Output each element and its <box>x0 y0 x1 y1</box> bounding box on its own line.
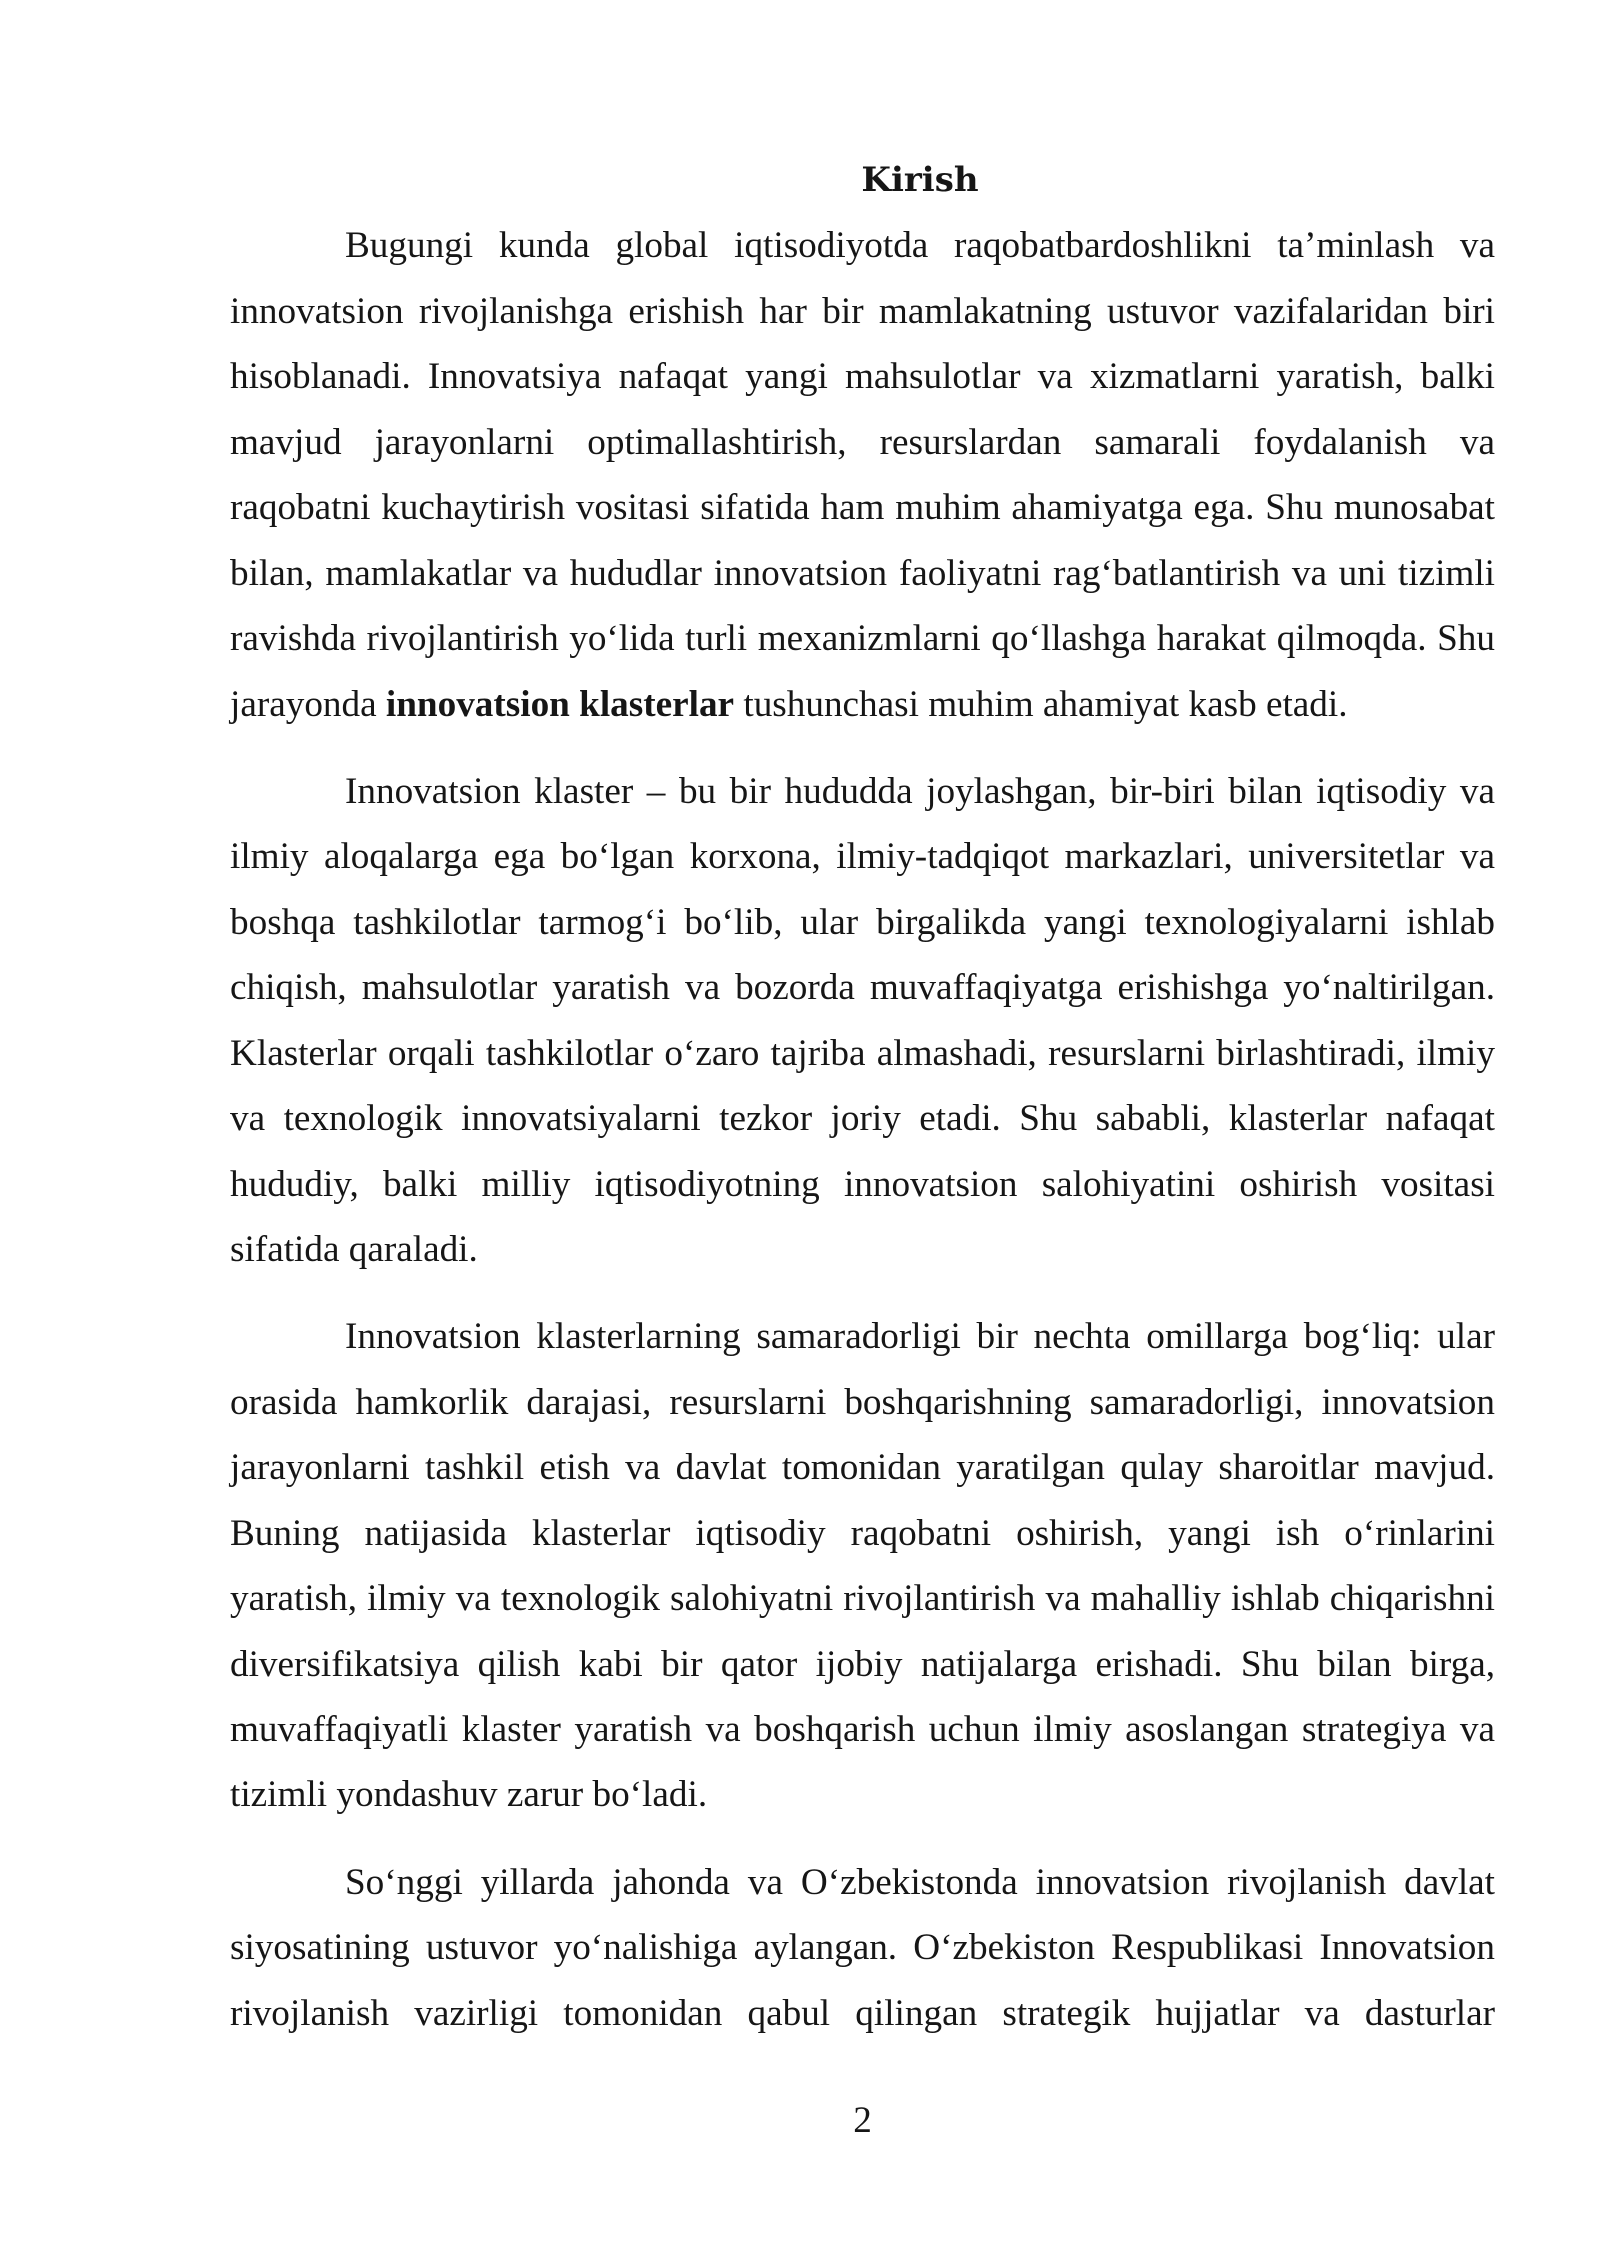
paragraph-2 <box>230 759 1495 1283</box>
page-number: 2 <box>853 2100 872 2141</box>
text-line: hududiy, balki milliy iqtisodiyotning innovatsion salohiyatini oshirish vositasi <box>230 1163 1495 1205</box>
text-line: Bugungi kunda global iqtisodiyotda raqobatbardoshlikni ta’minlash va <box>345 225 1495 267</box>
text-line: chiqish, mahsulotlar yaratish va bozorda muvaffaqiyatga erishishga yo‘naltirilgan. <box>230 967 1495 1009</box>
text-line: sifatida qaraladi. <box>230 1229 478 1271</box>
paragraph-1 <box>230 213 1495 737</box>
text-line: hisoblanadi. Innovatsiya nafaqat yangi mahsulotlar va xizmatlarni yaratish, balki <box>230 356 1495 398</box>
text-line: Innovatsion klaster – bu bir hududda joylashgan, bir-biri bilan iqtisodiy va <box>345 770 1495 812</box>
text-line: va texnologik innovatsiyalarni tezkor joriy etadi. Shu sababli, klasterlar nafaqat <box>230 1098 1495 1140</box>
section-heading: Kirish <box>861 160 979 200</box>
paragraph-4 <box>230 1850 1495 2046</box>
text-line: diversifikatsiya qilish kabi bir qator ijobiy natijalarga erishadi. Shu bilan birga, <box>230 1643 1495 1685</box>
text-line: innovatsion rivojlanishga erishish har bir mamlakatning ustuvor vazifalaridan biri <box>230 290 1495 332</box>
text-segment: jarayonda <box>230 683 386 725</box>
text-line: tizimli yondashuv zarur bo‘ladi. <box>230 1774 708 1816</box>
text-line: Buning natijasida klasterlar iqtisodiy raqobatni oshirish, yangi ish o‘rinlarini <box>230 1512 1495 1554</box>
text-line <box>230 672 1495 737</box>
text-line: raqobatni kuchaytirish vositasi sifatida ham muhim ahamiyatga ega. Shu munosabat <box>230 487 1495 529</box>
text-line: ravishda rivojlantirish yo‘lida turli mexanizmlarni qo‘llashga harakat qilmoqda. Shu <box>230 618 1495 660</box>
text-line: ilmiy aloqalarga ega bo‘lgan korxona, ilmiy-tadqiqot markazlari, universitetlar va <box>230 836 1495 878</box>
text-line: boshqa tashkilotlar tarmog‘i bo‘lib, ular birgalikda yangi texnologiyalarni ishlab <box>230 901 1495 943</box>
text-line: Innovatsion klasterlarning samaradorligi bir nechta omillarga bog‘liq: ular <box>345 1316 1495 1358</box>
text-line: mavjud jarayonlarni optimallashtirish, resurslardan samarali foydalanish va <box>230 421 1495 463</box>
text-line: jarayonlarni tashkil etish va davlat tomonidan yaratilgan qulay sharoitlar mavjud. <box>230 1447 1495 1489</box>
text-body <box>230 148 1495 2046</box>
emphasized-term: innovatsion klasterlar <box>385 683 735 725</box>
text-line: rivojlanish vazirligi tomonidan qabul qilingan strategik hujjatlar va dasturlar <box>230 1992 1495 2034</box>
text-line: siyosatining ustuvor yo‘nalishiga aylangan. O‘zbekiston Respublikasi Innovatsion <box>230 1927 1495 1969</box>
text-line: orasida hamkorlik darajasi, resurslarni boshqarishning samaradorligi, innovatsion <box>230 1381 1495 1423</box>
text-line: muvaffaqiyatli klaster yaratish va boshqarish uchun ilmiy asoslangan strategiya va <box>230 1709 1495 1750</box>
paragraph-3 <box>230 1304 1495 1828</box>
text-line: So‘nggi yillarda jahonda va O‘zbekistonda innovatsion rivojlanish davlat <box>345 1861 1495 1903</box>
text-segment: tushunchasi muhim ahamiyat kasb etadi. <box>734 683 1348 725</box>
text-line: bilan, mamlakatlar va hududlar innovatsion faoliyatni rag‘batlantirish va uni tizimli <box>230 552 1495 594</box>
text-line: Klasterlar orqali tashkilotlar o‘zaro tajriba almashadi, resurslarni birlashtiradi, ilmiy <box>230 1032 1495 1074</box>
text-line: yaratish, ilmiy va texnologik salohiyatni rivojlantirish va mahalliy ishlab chiqarishni <box>230 1578 1495 1620</box>
